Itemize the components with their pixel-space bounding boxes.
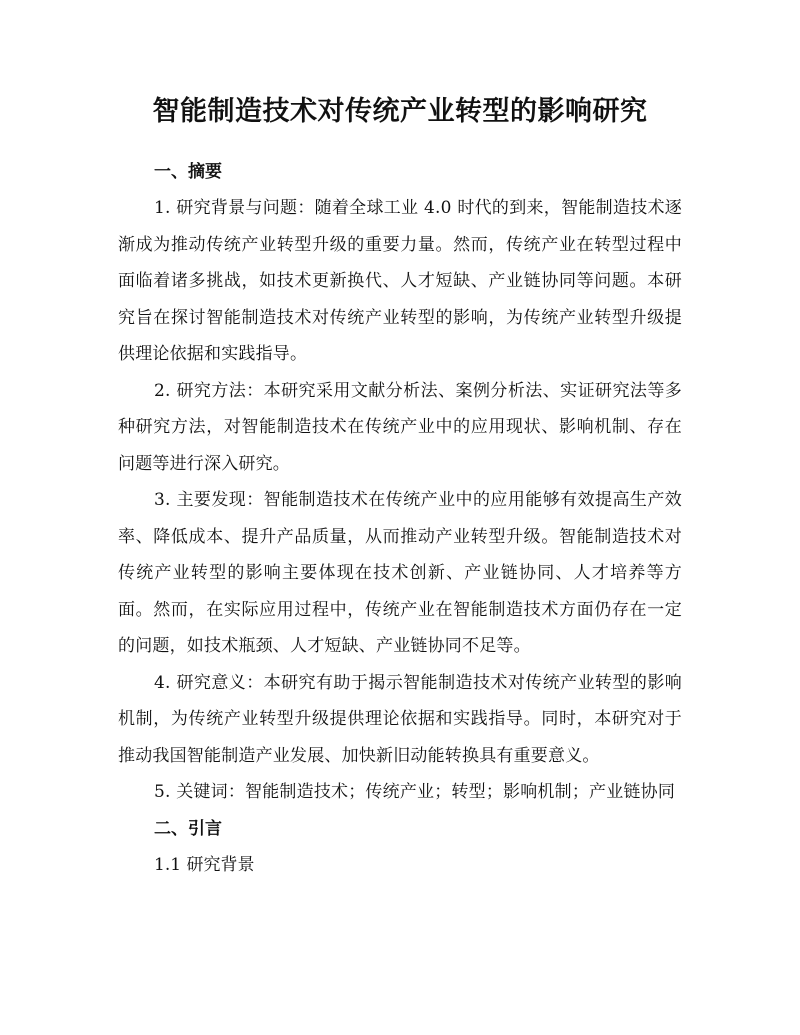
subsection-heading-research-background: 1.1 研究背景 — [154, 854, 255, 875]
document-title: 智能制造技术对传统产业转型的影响研究 — [152, 96, 648, 127]
section-heading-abstract: 一、摘要 — [154, 162, 222, 182]
abstract-paragraph-findings: 3. 主要发现：智能制造技术在传统产业中的应用能够有效提高生产效率、降低成本、提升产品质量，从而推动产业转型升级。智能制造技术对传统产业转型的影响主要体现在技术创新、产业链协同、人才培养等方面。然而，在实际应用过程中，传统产业在智能制造技术方面仍存在一定的问题，如技术瓶颈、人才短缺、产业链协同不足等。 — [118, 490, 682, 656]
section-heading-introduction: 二、引言 — [154, 818, 222, 839]
abstract-paragraph-methods: 2. 研究方法：本研究采用文献分析法、案例分析法、实证研究法等多种研究方法，对智能制造技术在传统产业中的应用现状、影响机制、存在问题等进行深入研究。 — [118, 380, 682, 474]
abstract-paragraph-keywords: 5. 关键词：智能制造技术；传统产业；转型；影响机制；产业链协同 — [154, 782, 676, 802]
abstract-paragraph-background: 1. 研究背景与问题：随着全球工业 4.0 时代的到来，智能制造技术逐渐成为推动传统产业转型升级的重要力量。然而，传统产业在转型过程中面临着诸多挑战，如技术更新换代、人才短缺、产业链协同等问题。本研究旨在探讨智能制造技术对传统产业转型的影响，为传统产业转型升级提供理论依据和实践指导。 — [118, 198, 682, 364]
abstract-paragraph-significance: 4. 研究意义：本研究有助于揭示智能制造技术对传统产业转型的影响机制，为传统产业转型升级提供理论依据和实践指导。同时，本研究对于推动我国智能制造产业发展、加快新旧动能转换具有重要意义。 — [118, 672, 682, 766]
